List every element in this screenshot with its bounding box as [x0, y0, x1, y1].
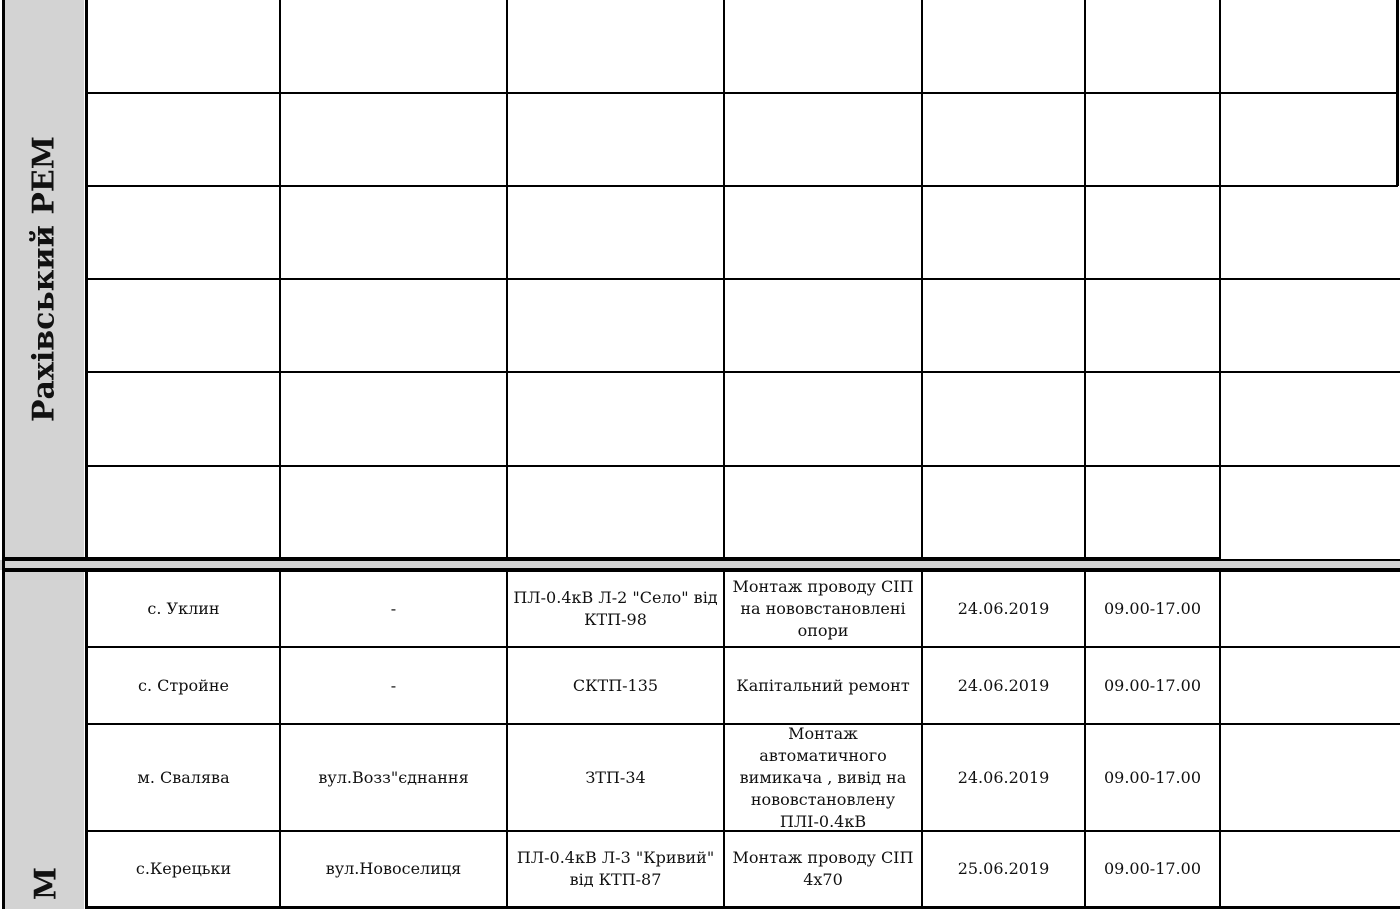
grid-line — [1219, 570, 1221, 909]
cell-work: Монтаж автоматичного вимикача , вивід на нововстановлену ПЛІ-0.4кВ — [739, 723, 907, 831]
cell-settlement: с. Уклин — [147, 599, 220, 618]
grid-line — [86, 465, 1400, 467]
cell-time: 09.00-17.00 — [1103, 599, 1201, 618]
grid-line — [506, 0, 508, 560]
grid-line — [2, 557, 1220, 561]
cell-street: вул.Новоселиця — [325, 859, 462, 878]
cell-street: - — [390, 675, 397, 695]
cell-street: - — [390, 599, 397, 618]
grid-line — [1084, 0, 1086, 560]
district-cell-next — [4, 570, 84, 909]
cell-settlement: с.Керецьки — [135, 859, 232, 878]
grid-line — [723, 0, 725, 560]
grid-line — [85, 0, 88, 560]
district-label-next-fragment: М — [28, 866, 64, 901]
cell-work: Монтаж проводу СІП на нововстановлені опори — [732, 577, 914, 640]
cell-settlement: с. Стройне — [138, 675, 229, 695]
cell-object: ЗТП-34 — [585, 767, 646, 787]
cell-street: вул.Возз"єднання — [318, 767, 469, 787]
district-cell-rakhiv — [4, 0, 84, 557]
cell-object: СКТП-135 — [572, 675, 659, 695]
cell-date: 24.06.2019 — [957, 675, 1050, 695]
cell-time: 09.00-17.00 — [1103, 767, 1201, 787]
grid-line — [921, 0, 923, 560]
table-border-left — [2, 0, 5, 909]
cell-time: 09.00-17.00 — [1103, 675, 1201, 695]
cell-work: Монтаж проводу СІП 4х70 — [732, 848, 914, 889]
grid-line — [279, 0, 281, 560]
grid-line — [86, 92, 1398, 94]
cell-object: ПЛ-0.4кВ Л-2 "Село" від КТП-98 — [513, 588, 718, 629]
grid-line — [1219, 0, 1221, 560]
grid-line — [86, 371, 1400, 373]
cell-settlement: м. Свалява — [137, 767, 230, 787]
cell-object: ПЛ-0.4кВ Л-3 "Кривий" від КТП-87 — [516, 848, 715, 889]
cell-date: 24.06.2019 — [957, 599, 1050, 618]
cell-time: 09.00-17.00 — [1103, 859, 1201, 878]
grid-line — [86, 185, 1398, 187]
cell-date: 25.06.2019 — [957, 859, 1050, 878]
cell-date: 24.06.2019 — [957, 767, 1050, 787]
grid-line — [1220, 559, 1400, 561]
district-label-rakhiv: Рахівський РЕМ — [26, 135, 62, 422]
grid-line — [86, 278, 1400, 280]
cell-work: Капітальний ремонт — [736, 675, 910, 695]
